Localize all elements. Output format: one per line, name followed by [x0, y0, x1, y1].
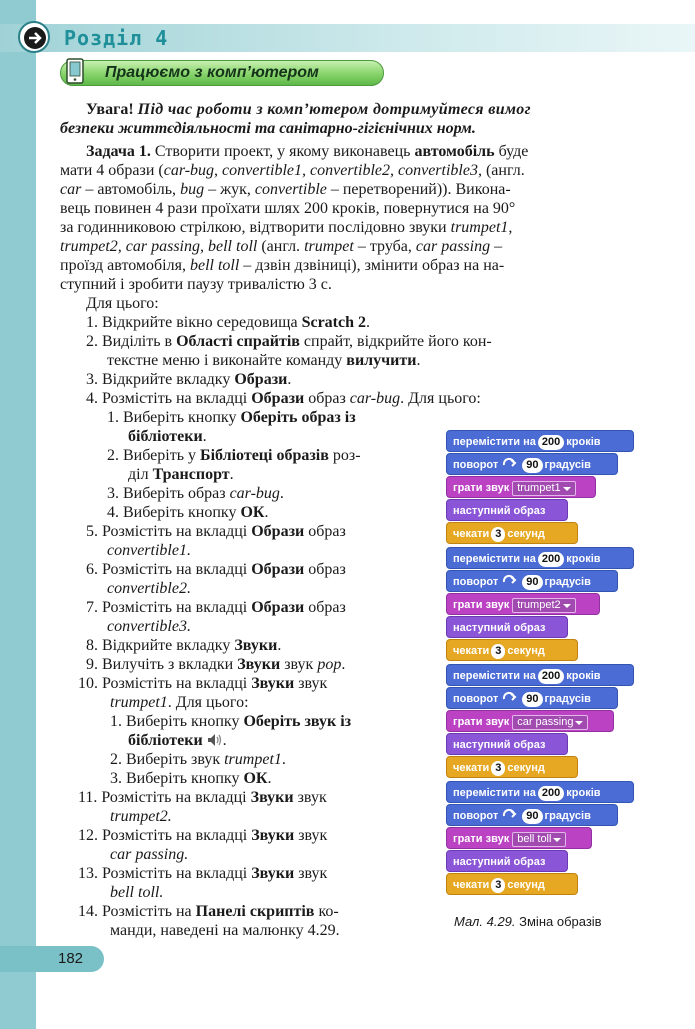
step-8 [86, 636, 281, 655]
task-text: – дзвін дзвіниці), змінити образ на на- [239, 257, 505, 274]
play-sound-block [446, 710, 614, 732]
turn-value: 90 [522, 575, 542, 590]
task-text: – труба, [353, 238, 416, 255]
block-label: чекати [453, 879, 490, 891]
wait-value: 3 [491, 527, 505, 542]
step-14-cont: манди, наведені на малюнку 4.29. [110, 922, 340, 939]
step-text: 3. Виберіть кнопку [110, 770, 244, 787]
step-9 [86, 655, 345, 674]
task-text: bug [180, 181, 205, 198]
task-text: мати 4 образи ( [60, 162, 164, 179]
turn-block [446, 804, 618, 826]
task-text: Створити проект, у якому виконавець [154, 143, 415, 160]
step-text: . Для цього: [167, 694, 249, 711]
turn-block [446, 687, 618, 709]
step-text: . [264, 504, 269, 521]
task-text: – жук, [204, 181, 255, 198]
step-10-cont [110, 693, 249, 712]
arrow-right-icon [18, 21, 50, 53]
next-costume-block [446, 733, 568, 755]
block-unit: секунд [507, 879, 545, 891]
rotate-clockwise-icon [501, 805, 517, 827]
step-5-cont: convertible1. [107, 542, 191, 559]
block-unit: кроків [566, 670, 601, 682]
warning-line-1 [86, 100, 531, 119]
block-unit: секунд [507, 645, 545, 657]
step-text: 10. Розмістіть на вкладці [78, 675, 252, 692]
step-text: 2. Виділіть в [86, 333, 177, 350]
play-sound-block [446, 593, 600, 615]
next-costume-block [446, 499, 568, 521]
step-text: Образи [251, 523, 305, 540]
task-text: car-bug, convertible1, convertible2, convertible3, [163, 162, 482, 179]
step-text: 6. Розмістіть на вкладці [86, 561, 252, 578]
rotate-clockwise-icon [501, 454, 517, 476]
task-line-8 [60, 275, 332, 294]
task-text: car [60, 181, 82, 198]
task-line-7 [60, 256, 504, 275]
step-text: Образи [234, 371, 288, 388]
step-text: . [222, 732, 227, 749]
step-text: Звуки [251, 865, 295, 882]
task-text: trumpet1, [450, 219, 513, 236]
step-text: образ [304, 561, 346, 578]
chapter-title: Розділ 4 [64, 26, 169, 50]
warning-text-1: Під час роботи з комп’ютером дотримуйтеся вимог [137, 101, 531, 118]
block-unit: градусів [544, 693, 591, 705]
step-text: Звуки [250, 789, 294, 806]
task-text: trumpet2, car passing, bell toll [60, 238, 258, 255]
caption-number: Мал. 4.29. [454, 914, 516, 929]
next-costume-block [446, 616, 568, 638]
step-text: trumpet1 [110, 694, 168, 711]
steps-intro: Для цього: [86, 295, 159, 312]
step-text: Scratch 2 [301, 314, 366, 331]
step-text: 4. Розмістіть на вкладці [86, 390, 252, 407]
step-text: Бібліотеці образів [200, 447, 329, 464]
step-6-cont: convertible2. [107, 580, 191, 597]
step-text: бібліотеки [128, 428, 203, 445]
block-label: грати звук [453, 833, 510, 845]
next-costume-block [446, 850, 568, 872]
left-margin-band [0, 0, 36, 1029]
wait-block [446, 639, 578, 661]
step-text: Оберіть звук із [243, 713, 352, 730]
turn-block [446, 453, 618, 475]
rotate-clockwise-icon [501, 571, 517, 593]
step-text: 7. Розмістіть на вкладці [86, 599, 252, 616]
block-label: перемістити на [453, 553, 536, 565]
step-text: . [279, 485, 284, 502]
step-text: 9. Вилучіть з вкладки [86, 656, 238, 673]
step-text: звук [280, 656, 318, 673]
block-unit: кроків [566, 787, 601, 799]
caption-text: Зміна образів [515, 914, 602, 929]
step-text: 1. Відкрийте вікно середовища [86, 314, 302, 331]
step-4-1-cont [128, 427, 207, 446]
step-text: Панелі скриптів [195, 903, 315, 920]
task-line-1 [86, 142, 528, 161]
step-13-cont: bell toll. [110, 884, 164, 901]
block-label: перемістити на [453, 670, 536, 682]
task-text: за годинниковою стрілкою, відтворити послідовно звуки [60, 219, 451, 236]
step-text: ко- [314, 903, 339, 920]
step-text: ОК [240, 504, 265, 521]
wait-block [446, 873, 578, 895]
wait-value: 3 [491, 644, 505, 659]
play-sound-block [446, 827, 592, 849]
task-text: проїзд автомобіля, [60, 257, 190, 274]
step-text: ОК [243, 770, 268, 787]
step-10-1-cont [128, 731, 227, 752]
step-text: образ [304, 523, 346, 540]
block-label: грати звук [453, 482, 510, 494]
block-unit: кроків [566, 436, 601, 448]
block-label: наступний образ [453, 739, 546, 751]
step-text: Оберіть образ із [240, 409, 356, 426]
move-value: 200 [538, 552, 564, 567]
turn-value: 90 [522, 809, 542, 824]
move-value: 200 [538, 435, 564, 450]
block-label: наступний образ [453, 856, 546, 868]
block-label: поворот [453, 576, 499, 588]
block-unit: градусів [544, 459, 591, 471]
step-10-2 [110, 750, 286, 769]
step-text: звук [294, 675, 328, 692]
section-banner [60, 60, 384, 86]
step-text: 5. Розмістіть на вкладці [86, 523, 252, 540]
step-text: Образи [251, 561, 305, 578]
step-text: спрайт, відкрийте його кон- [299, 333, 492, 350]
turn-value: 90 [522, 692, 542, 707]
step-3 [86, 370, 291, 389]
banner-title: Працюємо з комп’ютером [105, 64, 319, 81]
step-text: 8. Відкрийте вкладку [86, 637, 235, 654]
task-text: (англ. [257, 238, 305, 255]
step-2-cont [107, 351, 420, 370]
step-14 [78, 902, 339, 921]
task-line-4 [60, 199, 515, 218]
block-label: поворот [453, 693, 499, 705]
step-10-1 [110, 712, 351, 731]
step-text: 2. Виберіть у [107, 447, 200, 464]
step-4-2 [107, 446, 361, 465]
turn-value: 90 [522, 458, 542, 473]
step-7 [86, 598, 346, 617]
task-text: ступний і зробити паузу тривалістю 3 с. [60, 276, 332, 293]
wait-value: 3 [491, 761, 505, 776]
block-label: наступний образ [453, 505, 546, 517]
task-text: автомобіль [414, 143, 495, 160]
rotate-clockwise-icon [501, 688, 517, 710]
sound-dropdown: trumpet1 [512, 481, 575, 496]
step-text: 1. Виберіть кнопку [110, 713, 244, 730]
task-text: – автомобіль, [81, 181, 181, 198]
step-text: car-bug [229, 485, 280, 502]
block-label: перемістити на [453, 787, 536, 799]
step-7-cont: convertible3. [107, 618, 191, 635]
step-text: . [202, 428, 207, 445]
step-6 [86, 560, 346, 579]
step-text: бібліотеки [128, 732, 203, 749]
task-text: car passing [415, 238, 491, 255]
step-text: образ [304, 390, 350, 407]
page-number: 182 [58, 950, 84, 967]
task-label: Задача 1. [86, 143, 151, 160]
step-text: Звуки [251, 827, 295, 844]
block-label: грати звук [453, 599, 510, 611]
task-text: convertible [254, 181, 327, 198]
step-text: роз- [328, 447, 361, 464]
task-text: буде [494, 143, 529, 160]
task-text: bell toll [189, 257, 240, 274]
step-2 [86, 332, 492, 351]
step-11-cont: trumpet2. [110, 808, 172, 825]
step-text: 2. Виберіть звук [110, 751, 225, 768]
figure-caption [454, 914, 602, 929]
block-unit: градусів [544, 810, 591, 822]
block-label: перемістити на [453, 436, 536, 448]
step-text: Образи [251, 599, 305, 616]
task-text: – перетворений)). Викона- [326, 181, 511, 198]
step-text: 3. Виберіть образ [107, 485, 230, 502]
step-4 [86, 389, 481, 408]
block-unit: градусів [544, 576, 591, 588]
step-text: . Для цього: [400, 390, 481, 407]
step-5 [86, 522, 346, 541]
step-4-4 [107, 503, 269, 522]
block-label: наступний образ [453, 622, 546, 634]
move-value: 200 [538, 669, 564, 684]
block-unit: кроків [566, 553, 601, 565]
sound-dropdown: bell toll [512, 832, 566, 847]
step-text: . [277, 637, 282, 654]
step-text: звук [293, 789, 327, 806]
turn-block [446, 570, 618, 592]
block-unit: секунд [507, 762, 545, 774]
sound-dropdown: trumpet2 [512, 598, 575, 613]
warning-label: Увага! [86, 101, 134, 118]
task-line-5 [60, 218, 512, 237]
block-label: поворот [453, 810, 499, 822]
step-text: текстне меню і виконайте команду [107, 352, 347, 369]
task-line-3 [60, 180, 511, 199]
step-4-2-cont [128, 465, 234, 484]
step-text: . [281, 751, 286, 768]
step-text: 12. Розмістіть на вкладці [78, 827, 252, 844]
step-text: 3. Відкрийте вкладку [86, 371, 235, 388]
block-label: чекати [453, 645, 490, 657]
block-label: чекати [453, 762, 490, 774]
wait-value: 3 [491, 878, 505, 893]
step-text: pop [317, 656, 342, 673]
step-text: вилучити [346, 352, 417, 369]
task-line-2 [60, 161, 525, 180]
step-11 [78, 788, 327, 807]
wait-block [446, 756, 578, 778]
step-text: Звуки [251, 675, 295, 692]
step-text: . [229, 466, 234, 483]
move-block [446, 781, 634, 803]
step-text: образ [304, 599, 346, 616]
task-text: trumpet [304, 238, 354, 255]
step-text: Транспорт [152, 466, 230, 483]
step-4-3 [107, 484, 284, 503]
move-block [446, 664, 634, 686]
step-text: діл [128, 466, 153, 483]
step-text: звук [294, 827, 328, 844]
task-line-6 [60, 237, 502, 256]
step-13 [78, 864, 327, 883]
warning-line-2: безпеки життєдіяльності та санітарно-гігієнічних норм. [60, 120, 476, 137]
tablet-icon [66, 58, 84, 84]
step-text: trumpet1 [224, 751, 282, 768]
step-text: звук [294, 865, 328, 882]
step-text: Звуки [237, 656, 281, 673]
move-block [446, 430, 634, 452]
step-text: 4. Виберіть кнопку [107, 504, 241, 521]
block-label: грати звук [453, 716, 510, 728]
step-text: 13. Розмістіть на вкладці [78, 865, 252, 882]
step-10-3 [110, 769, 272, 788]
block-unit: секунд [507, 528, 545, 540]
task-text: (англ. [481, 162, 525, 179]
step-text: . [366, 314, 370, 331]
move-block [446, 547, 634, 569]
move-value: 200 [538, 786, 564, 801]
task-text: вець повинен 4 рази проїхати шлях 200 кроків, повернутися на 90° [60, 200, 516, 217]
step-4-1 [107, 408, 356, 427]
task-text: – [490, 238, 503, 255]
step-text: . [341, 656, 346, 673]
step-text: . [267, 770, 272, 787]
step-10 [78, 674, 327, 693]
step-text: 1. Виберіть кнопку [107, 409, 241, 426]
block-label: поворот [453, 459, 499, 471]
step-text: 14. Розмістіть на [78, 903, 196, 920]
step-text: car-bug [349, 390, 401, 407]
step-text: Образи [251, 390, 305, 407]
step-1 [86, 313, 370, 332]
wait-block [446, 522, 578, 544]
step-12 [78, 826, 327, 845]
step-12-cont: car passing. [110, 846, 189, 863]
block-label: чекати [453, 528, 490, 540]
step-text: 11. Розмістіть на вкладці [78, 789, 251, 806]
step-text: Звуки [234, 637, 278, 654]
play-sound-block [446, 476, 596, 498]
step-text: . [287, 371, 292, 388]
step-text: . [416, 352, 421, 369]
sound-dropdown: car passing [512, 715, 588, 730]
page-number-tab [0, 946, 104, 972]
step-text: Області спрайтів [176, 333, 300, 350]
